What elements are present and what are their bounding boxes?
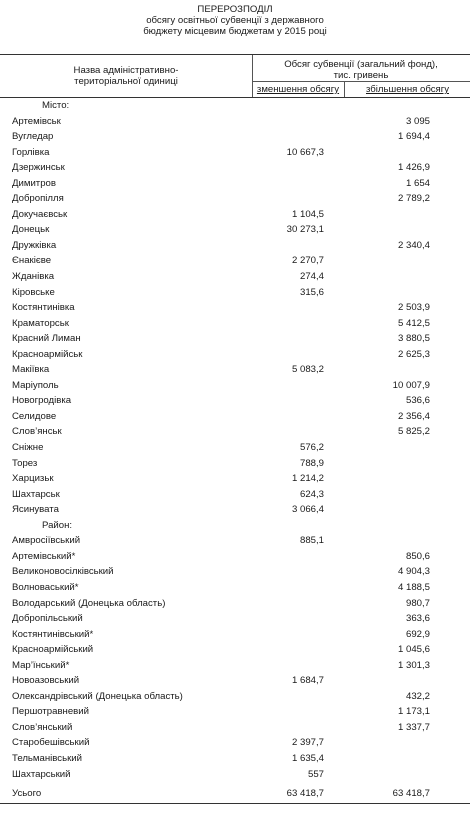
total-decrease: 63 418,7 xyxy=(286,788,324,800)
unit-name: Сніжне xyxy=(12,442,44,454)
decrease-value: 624,3 xyxy=(299,488,324,500)
unit-name: Димитров xyxy=(12,177,56,189)
increase-value: 1 654 xyxy=(405,177,430,189)
section-label: Район: xyxy=(42,519,73,531)
unit-name: Маріуполь xyxy=(12,379,59,391)
unit-name: Добропілля xyxy=(12,193,64,205)
unit-name: Шахтарськ xyxy=(12,488,60,500)
increase-value: 3 095 xyxy=(405,115,430,127)
unit-name: Дзержинськ xyxy=(12,162,65,174)
decrease-value: 2 270,7 xyxy=(291,255,324,267)
unit-name: Докучаєвськ xyxy=(12,208,68,220)
table-row xyxy=(0,471,470,487)
table-row xyxy=(0,285,470,301)
table-row xyxy=(0,689,470,705)
table-row xyxy=(0,627,470,643)
title-line-3: бюджету місцевим бюджетам у 2015 році xyxy=(143,26,327,37)
unit-name: Торез xyxy=(12,457,38,469)
unit-name: Слов’янськ xyxy=(12,426,62,438)
increase-value: 980,7 xyxy=(405,597,430,609)
table-row xyxy=(0,393,470,409)
total-row xyxy=(0,786,470,802)
table-row xyxy=(0,611,470,627)
title-line-2: обсягу освітньої субвенції з державного xyxy=(146,15,324,26)
volume-group-header-line-1: Обсяг субвенції (загальний фонд), xyxy=(284,59,438,70)
table-row xyxy=(0,673,470,689)
increase-value: 2 340,4 xyxy=(397,239,430,251)
unit-name: Красноармійськ xyxy=(12,348,83,360)
table-row xyxy=(0,580,470,596)
name-column-header-line-1: Назва адміністративно- xyxy=(73,65,179,76)
name-column-header xyxy=(0,55,253,97)
increase-value: 432,2 xyxy=(405,690,430,702)
table-row xyxy=(0,409,470,425)
increase-value: 1 045,6 xyxy=(397,644,430,656)
table-body xyxy=(0,98,470,782)
decrease-value: 10 667,3 xyxy=(286,146,324,158)
table-row xyxy=(0,487,470,503)
unit-name: Костянтинівський* xyxy=(12,628,94,640)
decrease-value: 274,4 xyxy=(299,271,324,283)
table-row xyxy=(0,378,470,394)
unit-name: Селидове xyxy=(12,410,57,422)
unit-name: Амвросіївський xyxy=(12,535,81,547)
increase-value: 3 880,5 xyxy=(397,333,430,345)
decrease-value: 3 066,4 xyxy=(291,504,324,516)
title-line-1: ПЕРЕРОЗПОДІЛ xyxy=(197,4,273,15)
increase-value: 1 301,3 xyxy=(397,659,430,671)
unit-name: Вугледар xyxy=(12,131,54,143)
decrease-value: 5 083,2 xyxy=(291,364,324,376)
table-row xyxy=(0,176,470,192)
unit-name: Ясинувата xyxy=(12,504,59,516)
volume-group-header xyxy=(252,55,470,82)
increase-value: 1 426,9 xyxy=(397,162,430,174)
increase-value: 1 337,7 xyxy=(397,721,430,733)
unit-name: Артемівський* xyxy=(12,550,76,562)
table-row xyxy=(0,316,470,332)
unit-name: Мар’їнський* xyxy=(12,659,70,671)
unit-name: Першотравневий xyxy=(12,706,89,718)
increase-value: 2 789,2 xyxy=(397,193,430,205)
increase-value: 5 412,5 xyxy=(397,317,430,329)
unit-name: Харцизьк xyxy=(12,473,54,485)
decrease-value: 30 273,1 xyxy=(286,224,324,236)
decrease-value: 1 635,4 xyxy=(291,752,324,764)
document-title xyxy=(0,0,470,44)
table-row xyxy=(0,331,470,347)
table-row xyxy=(0,596,470,612)
table-row xyxy=(0,300,470,316)
table-row xyxy=(0,191,470,207)
decrease-value: 315,6 xyxy=(299,286,324,298)
unit-name: Шахтарський xyxy=(12,768,71,780)
section-header-row xyxy=(0,98,470,114)
table-row xyxy=(0,642,470,658)
increase-value: 1 173,1 xyxy=(397,706,430,718)
unit-name: Кіровське xyxy=(12,286,55,298)
table-row xyxy=(0,347,470,363)
decrease-value: 576,2 xyxy=(299,442,324,454)
increase-value: 536,6 xyxy=(405,395,430,407)
increase-value: 4 188,5 xyxy=(397,581,430,593)
decrease-column-header: зменшення обсягу xyxy=(252,82,345,97)
unit-name: Красний Лиман xyxy=(12,333,81,345)
increase-value: 2 503,9 xyxy=(397,302,430,314)
table-row xyxy=(0,456,470,472)
unit-name: Жданівка xyxy=(12,271,55,283)
table-row xyxy=(0,751,470,767)
increase-value: 692,9 xyxy=(405,628,430,640)
table-row xyxy=(0,720,470,736)
unit-name: Макіївка xyxy=(12,364,50,376)
total-label: Усього xyxy=(12,788,42,800)
increase-value: 2 625,3 xyxy=(397,348,430,360)
decrease-value: 557 xyxy=(307,768,324,780)
table-row xyxy=(0,160,470,176)
table-bottom-rule xyxy=(0,803,470,804)
decrease-value: 788,9 xyxy=(299,457,324,469)
decrease-value: 1 104,5 xyxy=(291,208,324,220)
table-row xyxy=(0,129,470,145)
unit-name: Горлівка xyxy=(12,146,50,158)
table-row xyxy=(0,533,470,549)
unit-name: Донецьк xyxy=(12,224,50,236)
decrease-value: 885,1 xyxy=(299,535,324,547)
table-row xyxy=(0,704,470,720)
unit-name: Дружківка xyxy=(12,239,57,251)
decrease-value: 2 397,7 xyxy=(291,737,324,749)
table-row xyxy=(0,735,470,751)
increase-value: 2 356,4 xyxy=(397,410,430,422)
table-row xyxy=(0,440,470,456)
unit-name: Волноваський* xyxy=(12,581,79,593)
table-row xyxy=(0,222,470,238)
table-row xyxy=(0,767,470,783)
unit-name: Добропільський xyxy=(12,613,83,625)
table-row xyxy=(0,114,470,130)
total-increase: 63 418,7 xyxy=(392,788,430,800)
unit-name: Володарський (Донецька область) xyxy=(12,597,166,609)
increase-value: 4 904,3 xyxy=(397,566,430,578)
table-header xyxy=(0,55,470,97)
unit-name: Олександрівський (Донецька область) xyxy=(12,690,183,702)
section-label: Місто: xyxy=(42,100,70,111)
table-row xyxy=(0,145,470,161)
table-row xyxy=(0,269,470,285)
volume-group-header-line-2: тис. гривень xyxy=(333,70,389,81)
table-row xyxy=(0,238,470,254)
increase-value: 850,6 xyxy=(405,550,430,562)
decrease-value: 1 684,7 xyxy=(291,675,324,687)
table-row xyxy=(0,207,470,223)
unit-name: Старобешівський xyxy=(12,737,90,749)
increase-value: 5 825,2 xyxy=(397,426,430,438)
unit-name: Костянтинівка xyxy=(12,302,75,314)
section-header-row xyxy=(0,518,470,534)
table-row xyxy=(0,564,470,580)
table-row xyxy=(0,424,470,440)
increase-value: 1 694,4 xyxy=(397,131,430,143)
table-row xyxy=(0,253,470,269)
unit-name: Тельманівський xyxy=(12,752,82,764)
decrease-value: 1 214,2 xyxy=(291,473,324,485)
table-row xyxy=(0,658,470,674)
increase-value: 363,6 xyxy=(405,613,430,625)
unit-name: Новоазовський xyxy=(12,675,80,687)
table-row xyxy=(0,362,470,378)
increase-column-header: збільшення обсягу xyxy=(365,84,449,95)
unit-name: Красноармійський xyxy=(12,644,94,656)
unit-name: Великоновосілківський xyxy=(12,566,114,578)
name-column-header-line-2: територіальної одиниці xyxy=(74,76,178,87)
unit-name: Слов’янський xyxy=(12,721,73,733)
unit-name: Єнакієве xyxy=(12,255,52,267)
table-row xyxy=(0,502,470,518)
increase-value: 10 007,9 xyxy=(392,379,430,391)
unit-name: Новогродівка xyxy=(12,395,72,407)
table-row xyxy=(0,549,470,565)
unit-name: Артемівськ xyxy=(12,115,61,127)
unit-name: Краматорськ xyxy=(12,317,69,329)
